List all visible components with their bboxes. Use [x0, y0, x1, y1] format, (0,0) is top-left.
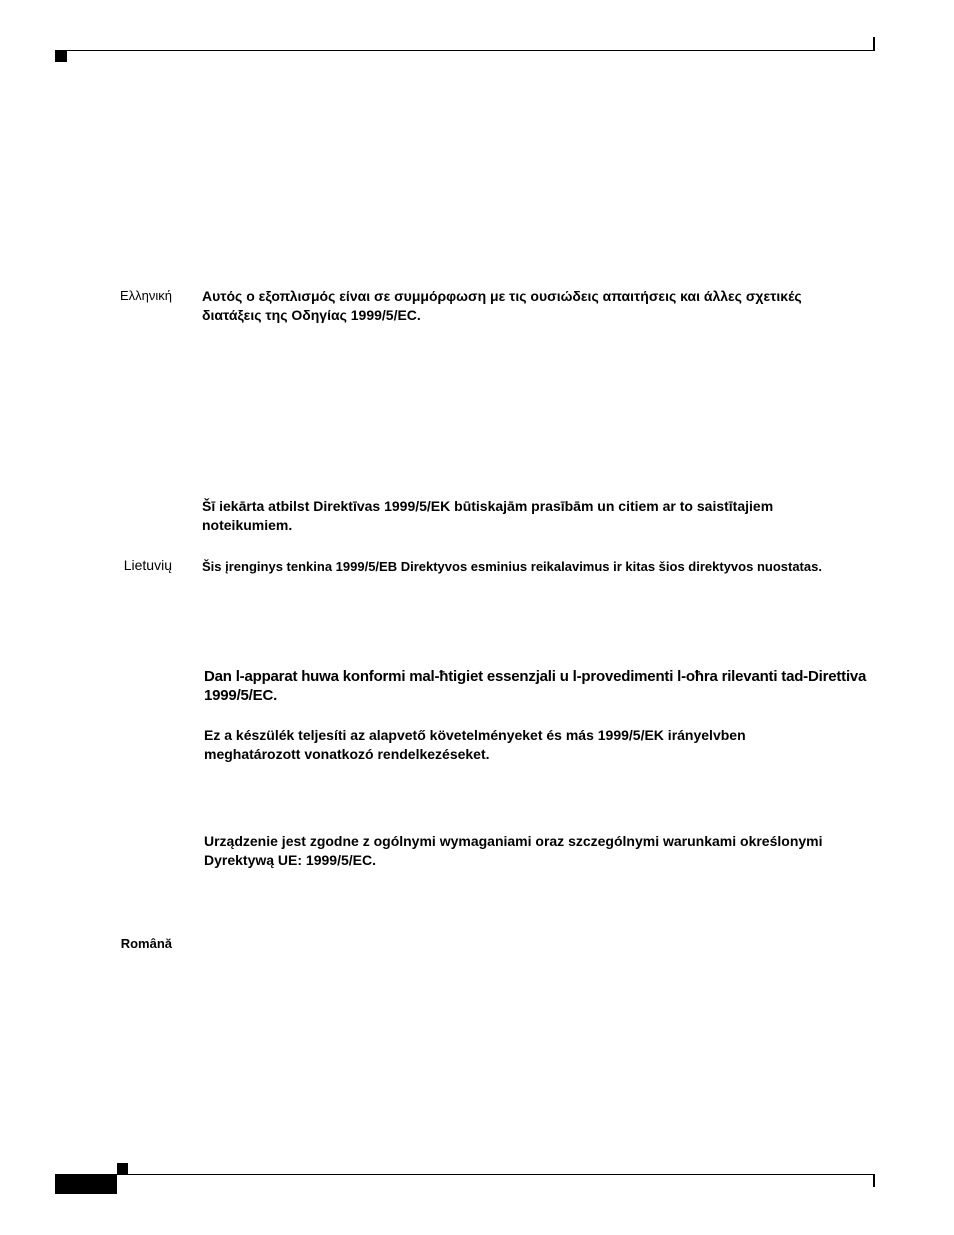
footer-marker: [117, 1163, 128, 1174]
language-label-romanian: Română: [120, 936, 172, 951]
language-label-lithuanian: Lietuvių: [123, 557, 172, 573]
header-marker: [55, 51, 67, 62]
statement-maltese: Dan l-apparat huwa konformi mal-ħtigiet essenzjali u l-provedimenti l-oħra rilevanti tad-Direttiva 1999/5/EC.: [204, 668, 867, 704]
statement-polish: Urządzenie jest zgodne z ogólnymi wymaganiami oraz szczególnymi warunkami określonymi Dyrektywą UE: 1999/5/EC.: [204, 833, 823, 868]
footer-page-tab: [55, 1175, 117, 1194]
statement-greek: Αυτός ο εξοπλισμός είναι σε συμμόρφωση με τις ουσιώδεις απαιτήσεις και άλλες σχετικές διατάξεις της Οδηγίας 1999/5/EC.: [202, 288, 802, 323]
statement-lithuanian: Šis įrenginys tenkina 1999/5/EB Direktyvos esminius reikalavimus ir kitas šios direktyvos nuostatas.: [202, 559, 822, 574]
statement-latvian: Šī iekārta atbilst Direktīvas 1999/5/EK būtiskajām prasībām un citiem ar to saistītajiem noteikumiem.: [202, 498, 774, 533]
header-rule: [55, 50, 875, 51]
header-tick: [873, 37, 875, 50]
statement-hungarian: Ez a készülék teljesíti az alapvető követelményeket és más 1999/5/EK irányelvben meghatározott vonatkozó rendelkezéseket.: [204, 727, 746, 762]
footer-rule: [55, 1174, 875, 1175]
language-label-greek: Ελληνική: [119, 288, 172, 303]
footer-tick: [873, 1175, 875, 1187]
